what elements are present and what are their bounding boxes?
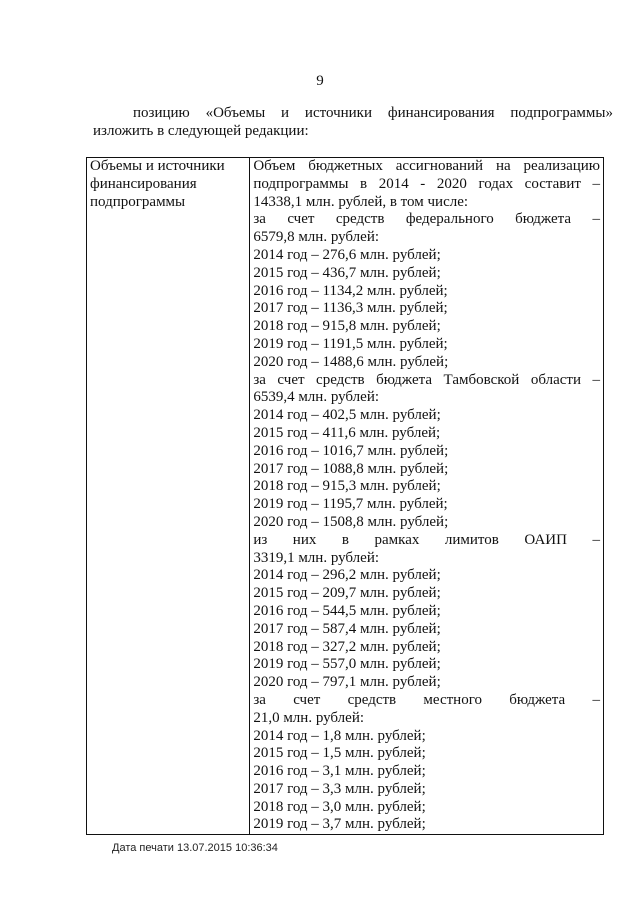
value-line: 2018 год – 327,2 млн. рублей; — [253, 638, 441, 655]
financing-table — [86, 157, 604, 835]
value-line: 2016 год – 1134,2 млн. рублей; — [253, 282, 448, 299]
value-line: 2020 год – 797,1 млн. рублей; — [253, 674, 441, 691]
value-line: 2018 год – 3,0 млн. рублей; — [253, 798, 426, 815]
value-line: 2016 год – 1016,7 млн. рублей; — [253, 442, 449, 459]
value-line: 2019 год – 1195,7 млн. рублей; — [253, 496, 448, 513]
intro-line-1: позицию «Объемы и источники финансирования подпрограммы» — [133, 105, 613, 121]
value-line: 2017 год – 587,4 млн. рублей; — [253, 620, 441, 637]
value-line: 2015 год – 209,7 млн. рублей; — [253, 585, 441, 602]
intro-line-2: изложить в следующей редакции: — [93, 123, 309, 139]
label-cell — [87, 158, 250, 835]
value-line: 3319,1 млн. рублей: — [253, 549, 380, 566]
value-line: за счет средств местного бюджета – — [253, 691, 600, 708]
value-line: за счет средств федерального бюджета – — [253, 211, 600, 228]
value-line: 14338,1 млн. рублей, в том числе: — [253, 193, 469, 210]
value-line: 2016 год – 3,1 млн. рублей; — [253, 763, 426, 780]
value-line: из них в рамках лимитов ОАИП – — [253, 531, 600, 548]
value-line: 6539,4 млн. рублей: — [253, 389, 380, 406]
label-line: подпрограммы — [90, 193, 186, 210]
value-line: 2014 год – 276,6 млн. рублей; — [253, 246, 441, 263]
value-line: 2017 год – 1136,3 млн. рублей; — [253, 300, 448, 317]
value-line: 21,0 млн. рублей: — [253, 709, 365, 726]
value-line: 2019 год – 3,7 млн. рублей; — [253, 816, 426, 833]
value-line: 2016 год – 544,5 млн. рублей; — [253, 602, 441, 619]
label-line: финансирования — [90, 175, 197, 192]
value-line: 2020 год – 1508,8 млн. рублей; — [253, 513, 449, 530]
value-line: 2015 год – 411,6 млн. рублей; — [253, 424, 441, 441]
value-line: 2014 год – 402,5 млн. рублей; — [253, 407, 441, 424]
value-line: 2017 год – 3,3 млн. рублей; — [253, 780, 426, 797]
value-line: 6579,8 млн. рублей: — [253, 229, 380, 246]
table-row — [87, 158, 604, 835]
value-line: 2018 год – 915,8 млн. рублей; — [253, 318, 441, 335]
value-line: 2014 год – 1,8 млн. рублей; — [253, 727, 426, 744]
value-line: 2018 год – 915,3 млн. рублей; — [253, 478, 441, 495]
intro-paragraph — [93, 104, 613, 140]
value-line: 2017 год – 1088,8 млн. рублей; — [253, 460, 449, 477]
value-line: за счет средств бюджета Тамбовской области – — [253, 371, 600, 388]
value-line: 2020 год – 1488,6 млн. рублей; — [253, 353, 449, 370]
value-line: подпрограммы в 2014 - 2020 годах составит – — [253, 175, 600, 192]
value-line: 2019 год – 557,0 млн. рублей; — [253, 656, 441, 673]
value-line: 2019 год – 1191,5 млн. рублей; — [253, 335, 448, 352]
value-cell — [250, 158, 604, 835]
label-line: Объемы и источники — [90, 158, 225, 174]
page-number: 9 — [316, 73, 324, 89]
print-date: Дата печати 13.07.2015 10:36:34 — [112, 842, 278, 854]
value-line: 2014 год – 296,2 млн. рублей; — [253, 567, 441, 584]
value-line: Объем бюджетных ассигнований на реализацию — [253, 158, 600, 174]
value-line: 2015 год – 1,5 млн. рублей; — [253, 745, 426, 762]
value-line: 2015 год – 436,7 млн. рублей; — [253, 264, 441, 281]
